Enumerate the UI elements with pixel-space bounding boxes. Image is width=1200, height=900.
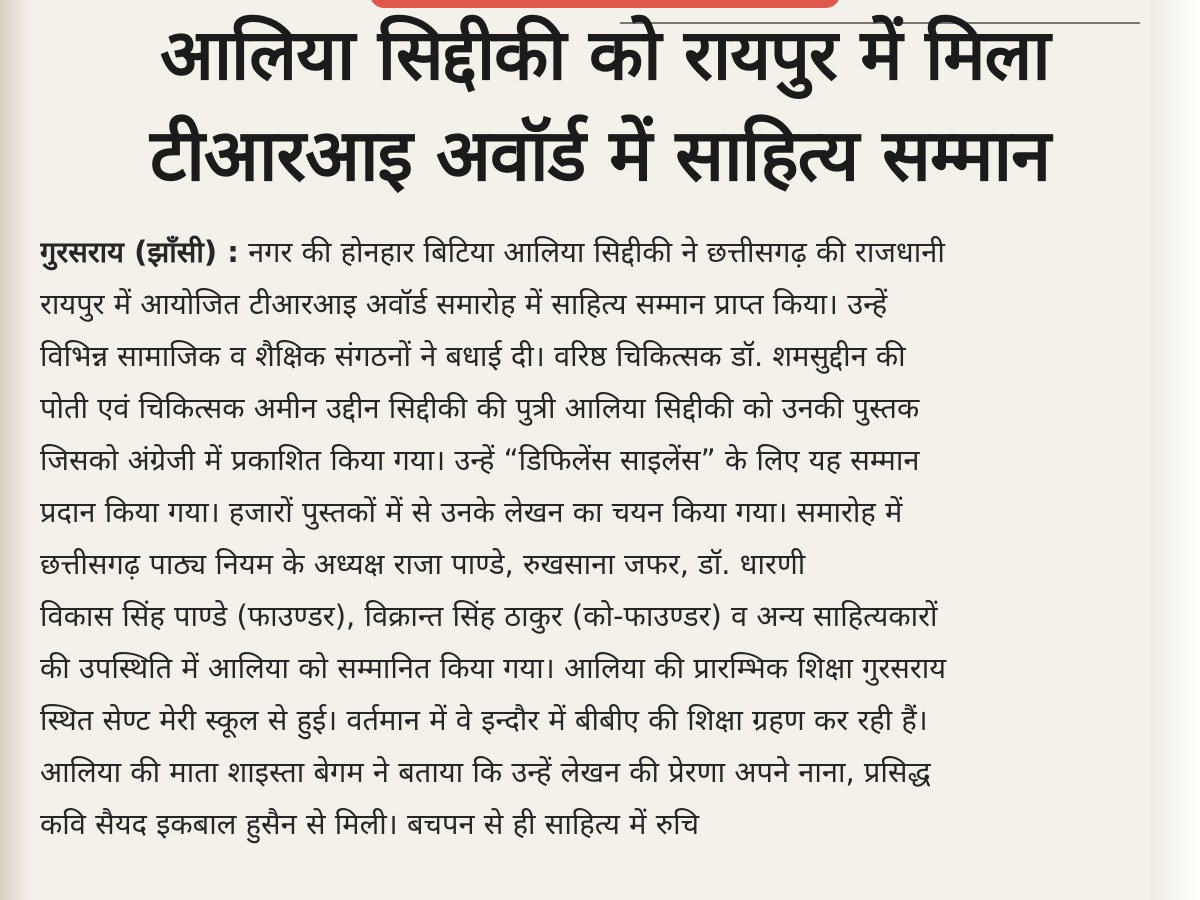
article-line: विभिन्न सामाजिक व शैक्षिक संगठनों ने बधाई दी। वरिष्ठ चिकित्सक डॉ. शमसुद्दीन की	[40, 339, 906, 373]
article-line-text: नगर की होनहार बिटिया आलिया सिद्दीकी ने छत्तीसगढ़ की राजधानी	[248, 235, 945, 269]
article-line: रायपुर में आयोजित टीआरआइ अवॉर्ड समारोह में साहित्य सम्मान प्राप्त किया। उन्हें	[40, 287, 888, 321]
article-line: पोती एवं चिकित्सक अमीन उद्दीन सिद्दीकी की पुत्री आलिया सिद्दीकी को उनकी पुस्तक	[40, 391, 920, 425]
article-line: कवि सैयद इकबाल हुसैन से मिली। बचपन से ही साहित्य में रुचि	[40, 807, 700, 841]
article-line: स्थित सेण्ट मेरी स्कूल से हुई। वर्तमान में वे इन्दौर में बीबीए की शिक्षा ग्रहण कर रही हैं।	[40, 703, 928, 737]
paper-left-edge	[0, 0, 30, 900]
paper-right-edge	[1150, 0, 1200, 900]
article-line: आलिया की माता शाइस्ता बेगम ने बताया कि उन्हें लेखन की प्रेरणा अपने नाना, प्रसिद्ध	[40, 755, 931, 789]
dateline: गुरसराय (झाँसी) :	[40, 235, 239, 269]
article-line: छत्तीसगढ़ पाठ्य नियम के अध्यक्ष राजा पाण्डे, रुखसाना जफर, डॉ. धारणी	[40, 547, 806, 581]
headline-line-1: आलिया सिद्दीकी को रायपुर में मिला	[160, 14, 1050, 96]
article-line: विकास सिंह पाण्डे (फाउण्डर), विक्रान्त सिंह ठाकुर (को-फाउण्डर) व अन्य साहित्यकारों	[40, 599, 938, 633]
article-line: जिसको अंग्रेजी में प्रकाशित किया गया। उन्हें “डिफिलेंस साइलेंस” के लिए यह सम्मान	[40, 443, 920, 477]
headline	[150, 5, 1050, 205]
article-line	[40, 226, 1140, 278]
article-line: की उपस्थिति में आलिया को सम्मानित किया गया। आलिया की प्रारम्भिक शिक्षा गुरसराय	[40, 651, 947, 685]
article-body	[40, 226, 1140, 850]
article-line: प्रदान किया गया। हजारों पुस्तकों में से उनके लेखन का चयन किया गया। समारोह में	[40, 495, 903, 529]
headline-line-2: टीआरआइ अवॉर्ड में साहित्य सम्मान	[150, 113, 1051, 197]
